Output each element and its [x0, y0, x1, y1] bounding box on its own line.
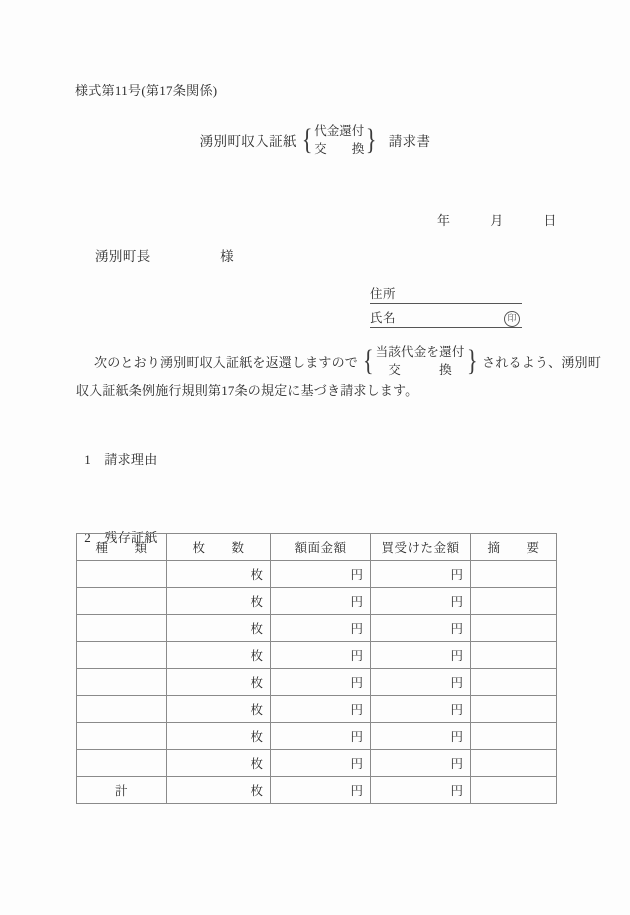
cell-face-value[interactable]: 円	[271, 642, 371, 669]
cell-note[interactable]	[471, 696, 557, 723]
address-field-row[interactable]	[370, 284, 522, 304]
cell-count[interactable]: 枚	[167, 642, 271, 669]
cell-note[interactable]	[471, 723, 557, 750]
cell-count[interactable]: 枚	[167, 777, 271, 804]
body-paragraph-line-2: 収入証紙条例施行規則第17条の規定に基づき請求します。	[76, 383, 419, 398]
cell-purchase-amount[interactable]: 円	[371, 642, 471, 669]
remaining-stamps-table-wrap	[76, 533, 556, 804]
cell-kind[interactable]	[77, 723, 167, 750]
table-row	[77, 588, 557, 615]
addressee-line: 湧別町長 様	[95, 249, 234, 264]
cell-purchase-amount[interactable]: 円	[371, 750, 471, 777]
cell-count[interactable]: 枚	[167, 723, 271, 750]
table-row	[77, 723, 557, 750]
table-row	[77, 669, 557, 696]
cell-count[interactable]: 枚	[167, 561, 271, 588]
table-row	[77, 750, 557, 777]
cell-purchase-amount[interactable]: 円	[371, 723, 471, 750]
cell-kind[interactable]: 計	[77, 777, 167, 804]
section-1-heading	[70, 433, 158, 486]
cell-count[interactable]: 枚	[167, 588, 271, 615]
cell-face-value[interactable]: 円	[271, 588, 371, 615]
body-choice-exchange: 交 換	[388, 363, 452, 378]
cell-purchase-amount[interactable]: 円	[371, 669, 471, 696]
body-text-before: 次のとおり湧別町収入証紙を返還しますので	[94, 354, 359, 370]
cell-note[interactable]	[471, 777, 557, 804]
column-header-note: 摘 要	[471, 534, 557, 561]
remaining-stamps-table	[76, 533, 557, 804]
table-header-row	[77, 534, 557, 561]
body-paragraph-line-1	[76, 343, 601, 379]
cell-kind[interactable]	[77, 615, 167, 642]
cell-face-value[interactable]: 円	[271, 777, 371, 804]
brace-right-icon: }	[366, 123, 377, 157]
cell-kind[interactable]	[77, 750, 167, 777]
cell-count[interactable]: 枚	[167, 615, 271, 642]
applicant-block	[370, 284, 522, 328]
cell-note[interactable]	[471, 588, 557, 615]
cell-note[interactable]	[471, 750, 557, 777]
cell-purchase-amount[interactable]: 円	[371, 561, 471, 588]
column-header-count: 枚 数	[167, 534, 271, 561]
cell-kind[interactable]	[77, 669, 167, 696]
date-line: 年 月 日	[437, 213, 557, 228]
cell-count[interactable]: 枚	[167, 750, 271, 777]
cell-purchase-amount[interactable]: 円	[371, 615, 471, 642]
body-choice-refund: 当該代金を還付	[375, 345, 465, 359]
name-field-row[interactable]	[370, 308, 522, 328]
body-text-after: されるよう、湧別町	[482, 354, 601, 370]
table-row	[77, 615, 557, 642]
table-row	[77, 561, 557, 588]
cell-note[interactable]	[471, 615, 557, 642]
cell-kind[interactable]	[77, 561, 167, 588]
cell-note[interactable]	[471, 642, 557, 669]
cell-face-value[interactable]: 円	[271, 615, 371, 642]
table-row	[77, 696, 557, 723]
body-brace-right-icon: }	[466, 344, 478, 378]
table-total-row	[77, 777, 557, 804]
cell-count[interactable]: 枚	[167, 696, 271, 723]
seal-stamp-icon: 印	[504, 311, 520, 327]
section-2-label: 残存証紙	[104, 529, 158, 545]
body-brace-left-icon: {	[362, 344, 374, 378]
section-1-number: 1	[84, 451, 92, 467]
cell-purchase-amount[interactable]: 円	[371, 588, 471, 615]
form-number: 様式第11号(第17条関係)	[75, 83, 218, 98]
cell-face-value[interactable]: 円	[271, 669, 371, 696]
cell-note[interactable]	[471, 669, 557, 696]
cell-face-value[interactable]: 円	[271, 723, 371, 750]
cell-face-value[interactable]: 円	[271, 696, 371, 723]
title-choice-exchange: 交 換	[314, 142, 365, 157]
section-2-number: 2	[84, 529, 92, 545]
title-prefix: 湧別町収入証紙	[199, 134, 297, 150]
brace-left-icon: {	[301, 123, 313, 157]
title-choice-brace	[300, 122, 379, 158]
cell-purchase-amount[interactable]: 円	[371, 777, 471, 804]
cell-kind[interactable]	[77, 588, 167, 615]
cell-face-value[interactable]: 円	[271, 750, 371, 777]
cell-face-value[interactable]: 円	[271, 561, 371, 588]
body-choice-brace	[361, 343, 479, 379]
document-title	[0, 122, 630, 158]
cell-kind[interactable]	[77, 696, 167, 723]
cell-count[interactable]: 枚	[167, 669, 271, 696]
section-1-label: 請求理由	[104, 451, 158, 467]
name-label: 氏名	[370, 311, 397, 325]
table-row	[77, 642, 557, 669]
cell-purchase-amount[interactable]: 円	[371, 696, 471, 723]
column-header-kind: 種 類	[77, 534, 167, 561]
column-header-face-value: 額面金額	[271, 534, 371, 561]
title-suffix: 請求書	[388, 134, 431, 150]
address-label: 住所	[370, 287, 397, 301]
column-header-purchase-amount: 買受けた金額	[371, 534, 471, 561]
cell-kind[interactable]	[77, 642, 167, 669]
title-choice-refund: 代金還付	[314, 124, 365, 138]
cell-note[interactable]	[471, 561, 557, 588]
